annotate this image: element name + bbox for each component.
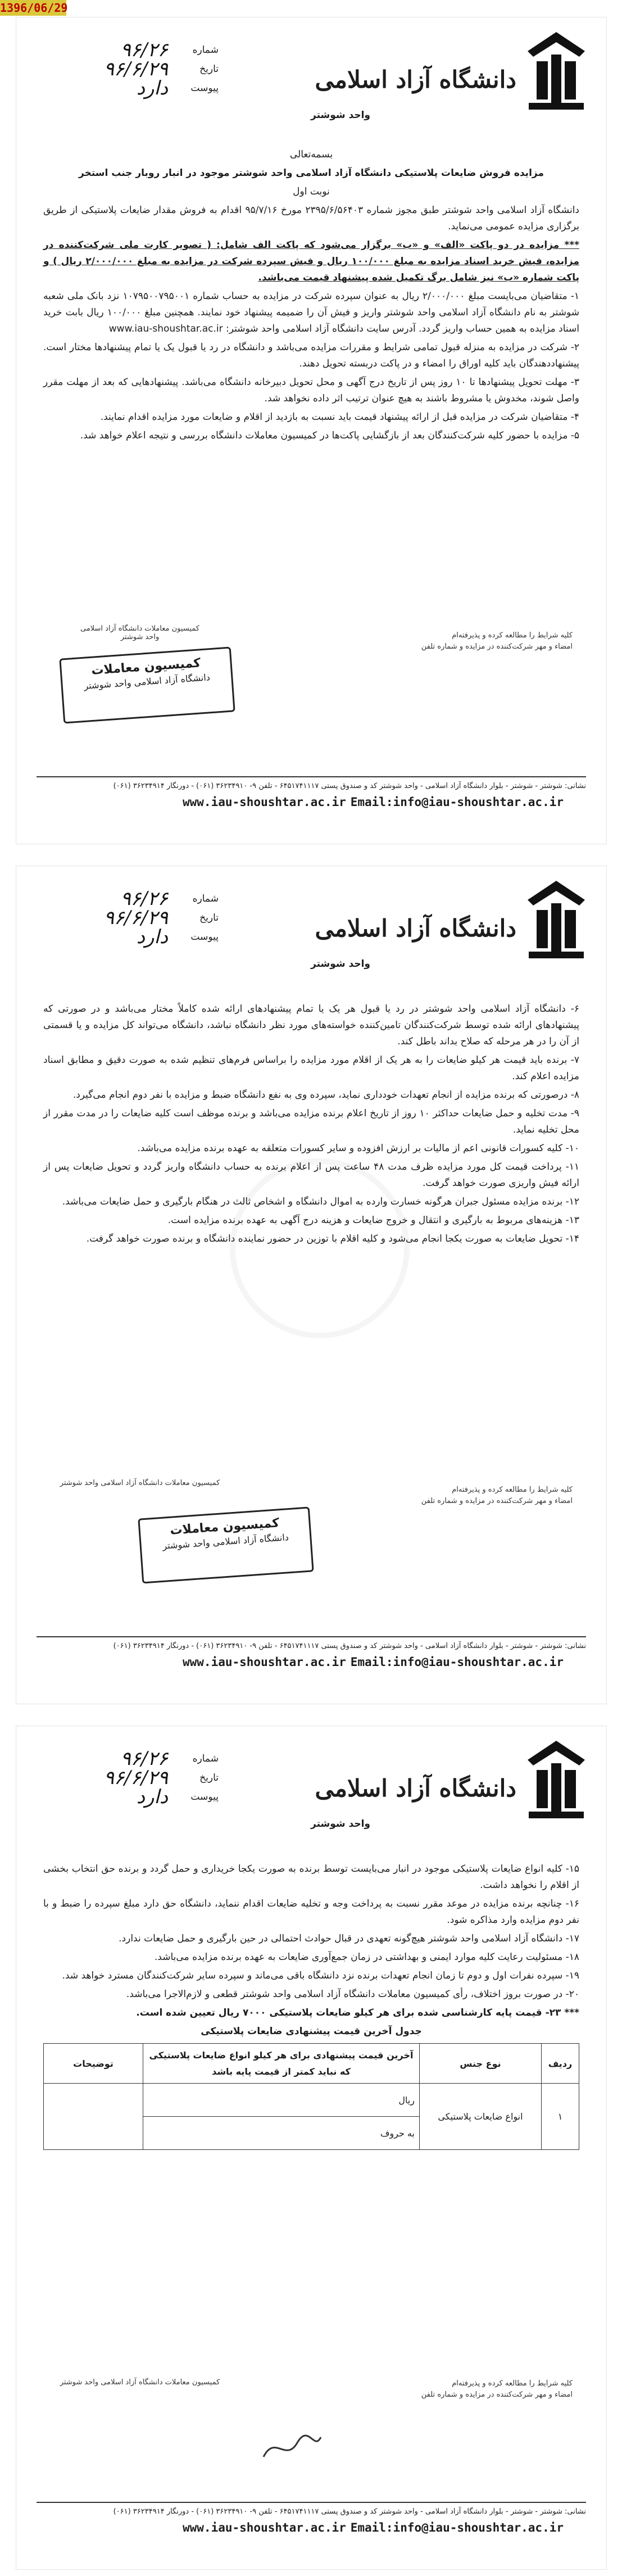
letter-page-1: [16, 17, 607, 844]
clause-10: ۱۰- کلیه کسورات قانونی اعم از مالیات بر ارزش افزوده و سایر کسورات متعلقه به عهده برنده مزایده می‌باشد.: [137, 1143, 579, 1154]
clause-16: ۱۶- چنانچه برنده مزایده در موعد مقرر نسبت به پرداخت وجه و تخلیه ضایعات اقدام ننماید، دانشگاه حق دارد مبلغ سپرده را ضبط و با نفر دوم مزایده وارد مذاکره شود.: [43, 1898, 579, 1926]
auction-title: مزایده فروش ضایعات پلاستیکی دانشگاه آزاد اسلامی واحد شوشتر موجود در انبار روبار جنب استخر: [79, 167, 544, 179]
clause-18: ۱۸- مسئولیت رعایت کلیه موارد ایمنی و بهداشتی در زمان جمع‌آوری ضایعات به عهده برنده مزایده می‌باشد.: [154, 1952, 579, 1963]
number-label: شماره: [192, 44, 219, 56]
letter-number: ۹۶/۲۶: [120, 1747, 168, 1770]
clause-7: ۷- برنده باید قیمت هر کیلو ضایعات را به هر یک از اقلام مورد مزایده را براساس فرم‌های تنظیم شده به صورت دقیق و مطابق اسناد مزایده اعلام کند.: [43, 1054, 579, 1082]
university-logo-icon: [523, 1737, 589, 1822]
price-table-title: جدول آخرین قیمت پیشنهادی ضایعات پلاستیکی: [201, 2026, 422, 2037]
auction-round: نوبت اول: [293, 186, 330, 197]
footer-address: نشانی: شوشتر - شوشتر - بلوار دانشگاه آزاد اسلامی - واحد شوشتر کد و صندوق پستی ۶۴۵۱۷۴۱۱۱۷ - تلفن ۹- ۳۶۲۳۴۹۱۰ (۰۶۱) - دورنگار ۳۶۲۳۴۹۱۴ (۰۶۱): [113, 1642, 586, 1650]
letterhead: [16, 25, 606, 138]
clause-5: ۵- مزایده با حضور کلیه شرکت‌کنندگان بعد از بازگشایی پاکت‌ها در کمیسیون معاملات دانشگاه بررسی و نتیجه اعلام خواهد شد.: [80, 430, 579, 441]
letterhead: [16, 874, 606, 986]
letter-meta: [50, 888, 219, 948]
clause-15: ۱۵- کلیه انواع ضایعات پلاستیکی موجود در انبار می‌بایست توسط برنده به صورت یکجا خریداری و حمل گردد و برنده حق انتخاب بخشی از اقلام را نخواهد داشت.: [43, 1863, 579, 1891]
letter-page-2: [16, 866, 607, 1704]
footer-address: نشانی: شوشتر - شوشتر - بلوار دانشگاه آزاد اسلامی - واحد شوشتر کد و صندوق پستی ۶۴۵۱۷۴۱۱۱۷ - تلفن ۹- ۳۶۲۳۴۹۱۰ (۰۶۱) - دورنگار ۳۶۲۳۴۹۱۴ (۰۶۱): [113, 782, 586, 790]
clause-3: ۳- مهلت تحویل پیشنهادها تا ۱۰ روز پس از تاریخ درج آگهی و محل تحویل دبیرخانه دانشگاه می‌باشد. پیشنهادهایی که بعد از مهلت مقرر واصل شوند، مخدوش یا مشروط باشند به هیچ عنوان ترتیب اثر داده نخواهد شد.: [43, 377, 579, 404]
table-row: [44, 2084, 579, 2117]
base-price-note: *** ۲۳- قیمت پایه کارشناسی شده برای هر کیلو ضایعات پلاستیکی ۷۰۰۰ ریال تعیین شده است.: [136, 2007, 579, 2018]
footer-email[interactable]: Email:info@iau-shoushtar.ac.ir: [350, 2521, 564, 2534]
price-table: [43, 2043, 579, 2150]
university-logo-icon: [523, 29, 589, 113]
number-label: شماره: [192, 1753, 219, 1764]
footer-website[interactable]: www.iau-shoushtar.ac.ir: [183, 2521, 346, 2534]
date-label: تاریخ: [199, 64, 219, 75]
clause-13: ۱۳- هزینه‌های مربوط به بارگیری و انتقال و خروج ضایعات و هزینه درج آگهی به عهده برنده مزایده است.: [167, 1215, 579, 1226]
row-item: انواع ضایعات پلاستیکی: [420, 2084, 542, 2150]
auction-notice: *** مزایده در دو پاکت «الف» و «ب» برگزار می‌شود که پاکت الف شامل: ( تصویر کارت ملی شرکت‌کننده در مزایده، فیش خرید اسناد مزایده به مبلغ ۱۰۰/۰۰۰ ریال و فیش سپرده شرکت در مزایده به مبلغ ۲/۰۰۰/۰۰۰ ریال ) و پاکت شماره «ب» نیز شامل برگ تکمیل شده پیشنهاد قیمت می‌باشد.: [43, 239, 580, 283]
col-notes: توضیحات: [44, 2044, 143, 2084]
clause-2: ۲- شرکت در مزایده به منزله قبول تمامی شرایط و مقررات مزایده می‌باشد و دانشگاه در رد یا قبول یک یا تمام پیشنهادها مختار است. پیشنهاد‌دهندگان باید کلیه اوراق را امضاء و در پاکت دربسته تحویل دهند.: [43, 342, 579, 369]
page3-body: [43, 1861, 579, 2150]
footer-email[interactable]: Email:info@iau-shoushtar.ac.ir: [350, 795, 564, 809]
signature-note: کلیه شرایط را مطالعه کرده و پذیرفته‌ام امضاء و مهر شرکت‌کننده در مزایده و شماره تلفن: [421, 1486, 573, 1505]
letter-number: ۹۶/۲۶: [120, 39, 168, 61]
branch-name: واحد شوشتر: [311, 110, 370, 121]
col-price: آخرین قیمت پیشنهادی برای هر کیلو انواع ضایعات پلاستیکی که نباید کمتر از قیمت پایه باشد: [143, 2044, 420, 2084]
date-tag: 1396/06/29: [0, 1, 68, 15]
clause-14: ۱۴- تحویل ضایعات به صورت یکجا انجام می‌شود و کلیه اقلام با توزین در حضور نماینده دانشگاه و برنده صورت خواهد گرفت.: [86, 1233, 579, 1244]
letter-attachment: دارد: [136, 77, 168, 99]
university-name: دانشگاه آزاد اسلامی: [315, 66, 516, 93]
university-name: دانشگاه آزاد اسلامی: [315, 914, 516, 942]
clause-6: ۶- دانشگاه آزاد اسلامی واحد شوشتر در رد یا قبول هر یک یا تمام پیشنهادهای ارائه شده کاملاً مختار می‌باشد و در صورتی که پیشنهادهای ارائه شده توسط شرکت‌کنندگان تامین‌کننده خواسته‌های مورد نظر دانشگاه نباشد، دانشگاه می‌تواند کل مزایده و یا قسمتی از آن را در هر مرحله که صلاح بداند باطل کند.: [43, 1003, 579, 1047]
letter-date: ۹۶/۶/۲۹: [103, 907, 168, 929]
university-logo-icon: [523, 877, 589, 962]
commission-stamp: کمیسیون معاملات دانشگاه آزاد اسلامی واحد شوشتر: [59, 646, 235, 723]
date-label: تاریخ: [199, 1772, 219, 1783]
page2-body: [43, 1001, 579, 1249]
footer-website[interactable]: www.iau-shoushtar.ac.ir: [183, 795, 346, 809]
clause-4: ۴- متقاضیان شرکت در مزایده قبل از ارائه پیشنهاد قیمت باید نسبت به بازدید از اقلام و ضایعات مورد مزایده اقدام نمایند.: [100, 411, 579, 423]
table-header-row: [44, 2044, 579, 2084]
attachment-label: پیوست: [190, 931, 219, 943]
commission-label: کمیسیون معاملات دانشگاه آزاد اسلامی واحد شوشتر: [60, 1479, 220, 1487]
clause-9: ۹- مدت تخلیه و حمل ضایعات حداکثر ۱۰ روز از تاریخ اعلام برنده مزایده می‌باشد و برنده موظف است کلیه ضایعات را در مدت مقرر از محل تخلیه نماید.: [43, 1108, 580, 1135]
price-words-cell[interactable]: به حروف: [143, 2117, 420, 2150]
footer-address: نشانی: شوشتر - شوشتر - بلوار دانشگاه آزاد اسلامی - واحد شوشتر کد و صندوق پستی ۶۴۵۱۷۴۱۱۱۷ - تلفن ۹- ۳۶۲۳۴۹۱۰ (۰۶۱) - دورنگار ۳۶۲۳۴۹۱۴ (۰۶۱): [113, 2507, 586, 2516]
signature-icon: [258, 2429, 325, 2468]
signature-note: کلیه شرایط را مطالعه کرده و پذیرفته‌ام امضاء و مهر شرکت‌کننده در مزایده و شماره تلفن: [421, 2379, 573, 2399]
clause-20: ۲۰- در صورت بروز اختلاف، رأی کمیسیون معاملات دانشگاه آزاد اسلامی واحد شوشتر قطعی و لازم‌الاجرا می‌باشد.: [126, 1989, 579, 2000]
letter-attachment: دارد: [136, 1786, 168, 1808]
page2-footer: [37, 1636, 586, 1697]
col-row: ردیف: [542, 2044, 579, 2084]
clause-8: ۸- درصورتی که برنده مزایده از انجام تعهدات خودداری نماید، سپرده وی به نفع دانشگاه ضبط و مزایده با نفر دوم انجام می‌گیرد.: [72, 1089, 579, 1101]
university-name: دانشگاه آزاد اسلامی: [315, 1774, 516, 1802]
attachment-label: پیوست: [190, 83, 219, 94]
signature-note: کلیه شرایط را مطالعه کرده و پذیرفته‌ام امضاء و مهر شرکت‌کننده در مزایده و شماره تلفن: [421, 631, 573, 651]
commission-label: کمیسیون معاملات دانشگاه آزاد اسلامی واحد شوشتر: [60, 2378, 220, 2387]
row-number: ۱: [542, 2084, 579, 2150]
date-label: تاریخ: [199, 912, 219, 923]
letterhead: [16, 1734, 606, 1846]
clause-12: ۱۲- برنده مزایده مسئول جبران هرگونه خسارت وارده به اموال دانشگاه و اشخاص ثالث در هنگام بارگیری و حمل ضایعات می‌باشد.: [62, 1196, 579, 1207]
attachment-label: پیوست: [190, 1791, 219, 1803]
price-rial-cell[interactable]: ریال: [143, 2084, 420, 2117]
col-item: نوع جنس: [420, 2044, 542, 2084]
auction-intro: دانشگاه آزاد اسلامی واحد شوشتر طبق مجوز شماره ۲۳۹۵/۶/۵۶۴۰۳ مورخ ۹۵/۷/۱۶ اقدام به فروش مقدار ضایعات پلاستیکی از طریق برگزاری مزایده عمومی می‌نماید.: [43, 205, 579, 232]
commission-label: کمیسیون معاملات دانشگاه آزاد اسلامی واحد شوشتر: [80, 624, 199, 641]
commission-stamp: کمیسیون معاملات دانشگاه آزاد اسلامی واحد شوشتر: [138, 1506, 314, 1583]
letter-date: ۹۶/۶/۲۹: [103, 58, 168, 80]
page1-body: [43, 147, 579, 446]
footer-website[interactable]: www.iau-shoushtar.ac.ir: [183, 1655, 346, 1669]
page3-footer: [37, 2502, 586, 2563]
bismillah: بسمه‌تعالی: [289, 149, 333, 160]
clause-11: ۱۱- پرداخت قیمت کل مورد مزایده ظرف مدت ۴۸ ساعت پس از اعلام برنده به حساب دانشگاه واریز گردد و تحویل ضایعات پس از ارائه فیش واریزی صورت خواهد گرفت.: [43, 1161, 579, 1189]
letter-number: ۹۶/۲۶: [120, 888, 168, 910]
letter-attachment: دارد: [136, 926, 168, 948]
letter-meta: [50, 1747, 219, 1808]
number-label: شماره: [192, 893, 219, 904]
notes-cell[interactable]: [44, 2084, 143, 2150]
letter-meta: [50, 39, 219, 99]
clause-19: ۱۹- سپرده نفرات اول و دوم تا زمان انجام تعهدات برنده نزد دانشگاه باقی می‌ماند و سپرده سایر شرکت‌کنندگان مسترد خواهد شد.: [62, 1970, 579, 1981]
page1-footer: [37, 776, 586, 837]
clause-1: ۱- متقاضیان می‌بایست مبلغ ۲/۰۰۰/۰۰۰ ریال به عنوان سپرده شرکت در مزایده به حساب شماره ۱۰۷۹۵۰۰۷۹۵۰۰۱ نزد بانک ملی شعبه شوشتر به نام دانشگاه آزاد اسلامی واحد شوشتر واریز و فیش آن را ضمیمه پیشنهاد خود نمایند. همچنین مبلغ ۱۰۰/۰۰۰ ریال بابت خرید اسناد مزایده به همین حساب واریز گردد. آدرس سایت دانشگاه آزاد اسلامی واحد شوشتر: www.iau-shoushtar.ac.ir: [43, 291, 580, 334]
letter-page-3: [16, 1726, 607, 2570]
footer-email[interactable]: Email:info@iau-shoushtar.ac.ir: [350, 1655, 564, 1669]
clause-17: ۱۷- دانشگاه آزاد اسلامی واحد شوشتر هیچ‌گونه تعهدی در قبال حوادث احتمالی در حین بارگیری و حمل ضایعات ندارد.: [119, 1933, 579, 1944]
letter-date: ۹۶/۶/۲۹: [103, 1767, 168, 1789]
branch-name: واحد شوشتر: [311, 958, 370, 970]
branch-name: واحد شوشتر: [311, 1818, 370, 1830]
